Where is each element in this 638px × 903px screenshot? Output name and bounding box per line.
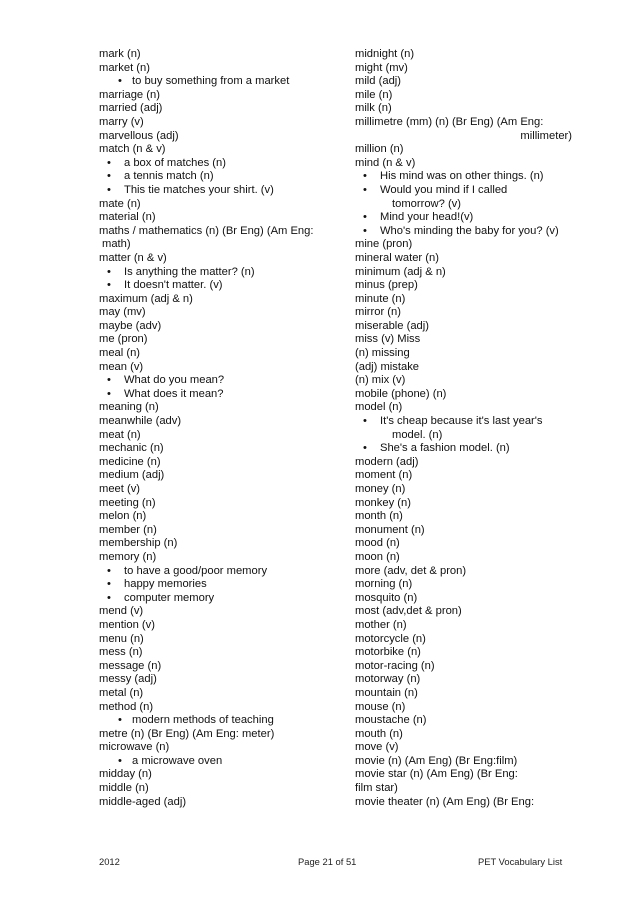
- vocab-entry: marriage (n): [99, 88, 160, 101]
- vocab-entry: marvellous (adj): [99, 129, 179, 142]
- vocab-entry: married (adj): [99, 102, 163, 115]
- vocab-entry: meal (n): [99, 347, 141, 360]
- bullet-icon: •: [107, 265, 111, 278]
- example-text: to have a good/poor memory: [124, 564, 268, 577]
- vocab-entry: melon (n): [99, 510, 147, 523]
- example-item: [99, 157, 339, 171]
- bullet-icon: •: [107, 183, 111, 196]
- vocab-entry: minus (prep): [355, 279, 418, 292]
- vocab-entry: meeting (n): [99, 496, 156, 509]
- example-item: [355, 442, 580, 456]
- vocab-entry: method (n): [99, 700, 154, 713]
- vocab-entry: mess (n): [99, 646, 143, 659]
- example-text: It's cheap because it's last year's: [380, 415, 543, 428]
- vocab-entry: membership (n): [99, 537, 178, 550]
- vocab-entry: film star): [355, 782, 398, 795]
- vocab-entry: marry (v): [99, 115, 144, 128]
- vocab-entry: motor-racing (n): [355, 659, 435, 672]
- example-text: It doesn't matter. (v): [124, 279, 223, 292]
- example-text: a box of matches (n): [124, 156, 226, 169]
- entry-continuation: millimeter): [520, 129, 572, 142]
- vocab-entry: mosquito (n): [355, 591, 418, 604]
- example-item: [99, 184, 339, 198]
- vocab-entry: medicine (n): [99, 455, 161, 468]
- vocab-entry: metal (n): [99, 686, 144, 699]
- vocab-entry: mouse (n): [355, 700, 406, 713]
- vocab-entry: metre (n) (Br Eng) (Am Eng: meter): [99, 727, 275, 740]
- vocab-entry: (n) missing: [355, 347, 410, 360]
- example-text: Mind your head!(v): [380, 211, 474, 224]
- example-item: [99, 75, 339, 89]
- vocab-entry: medium (adj): [99, 469, 165, 482]
- bullet-icon: •: [107, 170, 111, 183]
- vocab-entry: model (n): [355, 401, 403, 414]
- example-item: [99, 578, 339, 592]
- vocab-entry: moment (n): [355, 469, 413, 482]
- vocab-entry: milk (n): [355, 102, 392, 115]
- vocab-entry: microwave (n): [99, 741, 170, 754]
- example-text: a tennis match (n): [124, 170, 214, 183]
- example-item: [355, 211, 580, 225]
- example-item: [355, 170, 580, 184]
- example-item: [99, 279, 339, 293]
- vocab-entry: mood (n): [355, 537, 400, 550]
- example-item: [355, 184, 580, 198]
- vocab-entry: mean (v): [99, 360, 144, 373]
- vocab-entry: might (mv): [355, 61, 408, 74]
- example-text: Is anything the matter? (n): [124, 265, 255, 278]
- vocab-entry: moon (n): [355, 550, 400, 563]
- bullet-icon: •: [363, 415, 367, 428]
- vocab-entry: maths / mathematics (n) (Br Eng) (Am Eng:: [99, 224, 314, 237]
- vocab-entry: meet (v): [99, 483, 141, 495]
- bullet-icon: •: [363, 211, 367, 224]
- vocab-entry: most (adv,det & pron): [355, 605, 462, 618]
- vocab-entry: mother (n): [355, 618, 407, 631]
- example-text: What does it mean?: [124, 387, 224, 400]
- example-item: [99, 170, 339, 184]
- vocab-entry: money (n): [355, 483, 406, 495]
- vocab-entry: member (n): [99, 523, 157, 536]
- vocab-entry: move (v): [355, 741, 399, 754]
- bullet-icon: •: [118, 75, 122, 88]
- vocab-entry: mountain (n): [355, 686, 418, 699]
- bullet-icon: •: [107, 279, 111, 292]
- vocab-entry: miss (v) Miss: [355, 333, 421, 346]
- example-item: [355, 415, 580, 429]
- vocab-entry: mineral water (n): [355, 251, 439, 264]
- vocab-entry: maximum (adj & n): [99, 292, 193, 305]
- vocab-entry: message (n): [99, 659, 162, 672]
- example-text: Would you mind if I called: [380, 183, 508, 196]
- vocab-entry: million (n): [355, 143, 404, 156]
- bullet-icon: •: [363, 224, 367, 237]
- example-text: What do you mean?: [124, 374, 225, 387]
- vocab-entry: matter (n & v): [99, 251, 167, 264]
- vocab-entry: mouth (n): [355, 727, 403, 740]
- vocab-entry: mine (pron): [355, 238, 413, 251]
- vocab-entry: mark (n): [99, 48, 141, 60]
- example-item: [99, 755, 339, 769]
- bullet-icon: •: [118, 714, 122, 727]
- vocab-entry: motorcycle (n): [355, 632, 426, 645]
- footer-title: PET Vocabulary List: [478, 856, 563, 867]
- vocab-entry: (adj) mistake: [355, 360, 420, 373]
- vocab-entry: more (adv, det & pron): [355, 564, 467, 577]
- vocab-entry: match (n & v): [99, 143, 166, 156]
- vocab-entry: memory (n): [99, 550, 157, 563]
- example-item: [99, 592, 339, 606]
- bullet-icon: •: [107, 591, 111, 604]
- vocab-entry: month (n): [355, 510, 403, 523]
- example-item: [99, 714, 339, 728]
- vocab-entry: mention (v): [99, 618, 155, 631]
- entry-continuation: tomorrow? (v): [392, 197, 461, 210]
- vocab-entry: maybe (adv): [99, 319, 162, 332]
- example-item: [355, 225, 580, 239]
- example-text: to buy something from a market: [132, 75, 290, 88]
- bullet-icon: •: [107, 374, 111, 387]
- example-item: [99, 374, 339, 388]
- vocab-entry: menu (n): [99, 632, 144, 645]
- vocab-entry: millimetre (mm) (n) (Br Eng) (Am Eng:: [355, 115, 544, 128]
- vocab-entry: midday (n): [99, 768, 152, 781]
- vocab-entry: meat (n): [99, 428, 141, 441]
- right-column: [355, 48, 580, 809]
- vocab-entry: minute (n): [355, 292, 406, 305]
- example-text: a microwave oven: [132, 754, 223, 767]
- vocab-entry: mechanic (n): [99, 442, 164, 455]
- vocab-entry: miserable (adj): [355, 319, 429, 332]
- vocab-entry: motorbike (n): [355, 646, 421, 659]
- vocab-entry: movie star (n) (Am Eng) (Br Eng:: [355, 768, 518, 781]
- vocab-entry: mile (n): [355, 88, 393, 101]
- vocab-entry: middle (n): [99, 782, 149, 795]
- example-text: happy memories: [124, 578, 207, 591]
- example-text: She's a fashion model. (n): [380, 442, 510, 455]
- vocab-entry: mind (n & v): [355, 156, 416, 169]
- footer-page-number: Page 21 of 51: [298, 856, 357, 867]
- vocab-entry: midnight (n): [355, 48, 415, 60]
- vocab-entry: meanwhile (adv): [99, 415, 182, 428]
- bullet-icon: •: [363, 442, 367, 455]
- vocab-entry: monument (n): [355, 523, 425, 536]
- example-item: [99, 266, 339, 280]
- bullet-icon: •: [118, 754, 122, 767]
- bullet-icon: •: [107, 156, 111, 169]
- vocab-entry: material (n): [99, 211, 156, 224]
- vocab-entry: monkey (n): [355, 496, 411, 509]
- example-text: modern methods of teaching: [132, 714, 274, 727]
- entry-continuation: math): [102, 238, 131, 251]
- example-text: Who's minding the baby for you? (v): [380, 224, 559, 237]
- vocab-entry: movie (n) (Am Eng) (Br Eng:film): [355, 754, 518, 767]
- vocab-entry: mild (adj): [355, 75, 402, 88]
- vocab-entry: messy (adj): [99, 673, 157, 686]
- vocab-entry: market (n): [99, 61, 150, 74]
- left-column: [99, 48, 339, 809]
- bullet-icon: •: [107, 564, 111, 577]
- bullet-icon: •: [107, 578, 111, 591]
- vocab-entry: me (pron): [99, 333, 148, 346]
- example-text: His mind was on other things. (n): [380, 170, 544, 183]
- vocab-entry: minimum (adj & n): [355, 265, 446, 278]
- example-item: [99, 565, 339, 579]
- vocab-entry: morning (n): [355, 578, 413, 591]
- vocab-entry: motorway (n): [355, 673, 421, 686]
- entry-continuation: model. (n): [392, 428, 443, 441]
- vocab-entry: mobile (phone) (n): [355, 387, 447, 400]
- footer-year: 2012: [99, 856, 120, 867]
- vocab-entry: mirror (n): [355, 306, 401, 319]
- vocab-entry: meaning (n): [99, 401, 159, 414]
- vocab-entry: mend (v): [99, 605, 144, 618]
- vocab-entry: modern (adj): [355, 455, 419, 468]
- vocab-entry: may (mv): [99, 306, 146, 319]
- vocab-entry: movie theater (n) (Am Eng) (Br Eng:: [355, 795, 535, 808]
- vocab-entry: middle-aged (adj): [99, 795, 187, 808]
- vocab-entry: (n) mix (v): [355, 374, 406, 387]
- bullet-icon: •: [363, 183, 367, 196]
- bullet-icon: •: [107, 387, 111, 400]
- example-text: This tie matches your shirt. (v): [124, 183, 274, 196]
- vocab-entry: moustache (n): [355, 714, 427, 727]
- bullet-icon: •: [363, 170, 367, 183]
- vocab-entry: mate (n): [99, 197, 141, 210]
- example-text: computer memory: [124, 591, 215, 604]
- example-item: [99, 388, 339, 402]
